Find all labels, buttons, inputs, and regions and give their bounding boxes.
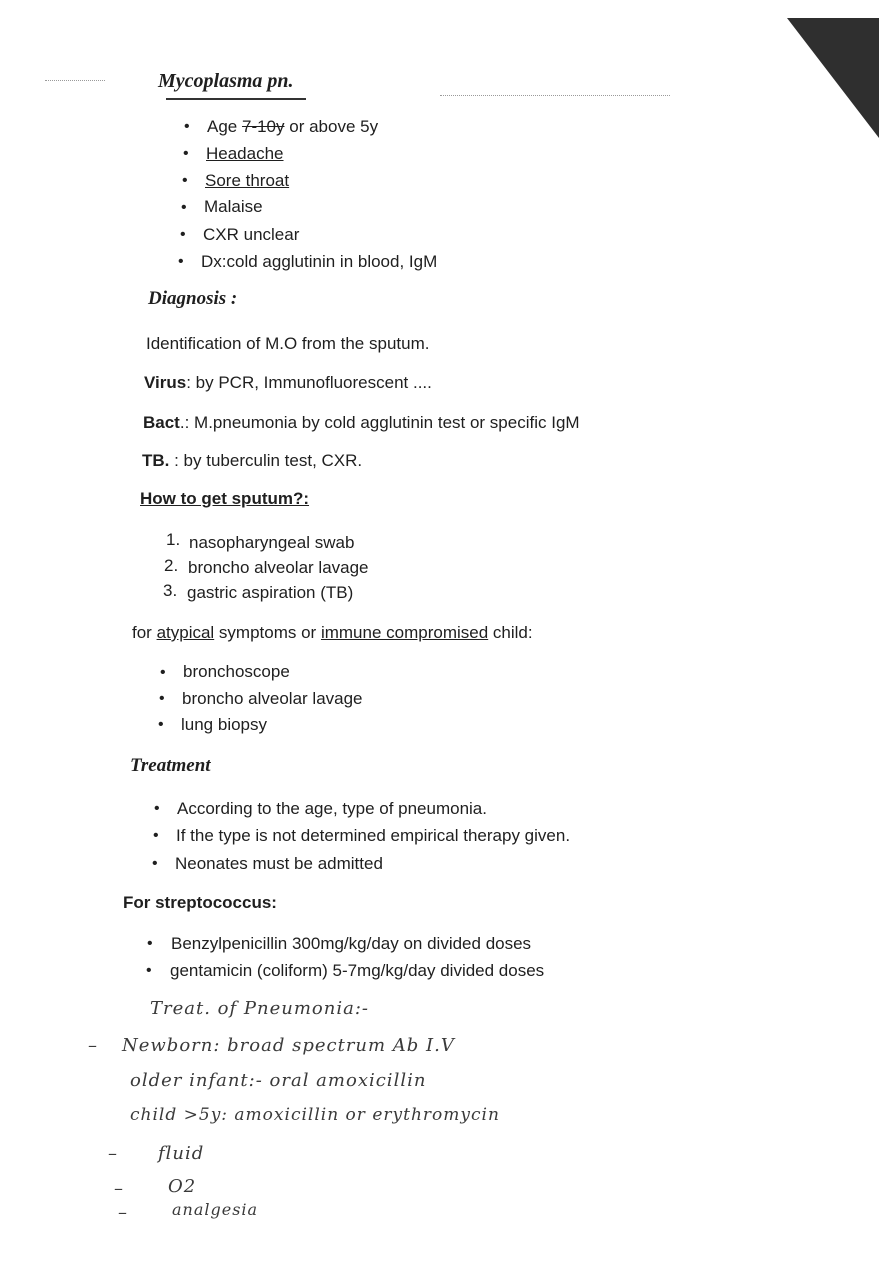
bullet: • bbox=[178, 253, 184, 270]
list-item: Benzylpenicillin 300mg/kg/day on divided doses bbox=[171, 934, 532, 953]
list-item: lung biopsy bbox=[181, 715, 268, 734]
treatment-heading: Treatment bbox=[130, 755, 211, 776]
list-item: Malaise bbox=[204, 197, 263, 216]
list-item: Sore throat bbox=[205, 171, 290, 190]
diagnosis-virus: Virus: by PCR, Immunofluorescent .... bbox=[144, 373, 432, 392]
bullet: • bbox=[154, 800, 160, 817]
handwritten-line: fluid bbox=[158, 1143, 205, 1164]
handwritten-line: O2 bbox=[168, 1176, 197, 1197]
handwritten-line: older infant:- oral amoxicillin bbox=[130, 1070, 427, 1091]
bullet: • bbox=[152, 855, 158, 872]
handwritten-title: Treat. of Pneumonia:- bbox=[150, 998, 369, 1019]
list-item: Age 7-10y or above 5y bbox=[207, 117, 379, 136]
handwritten-dash: – bbox=[108, 1143, 118, 1164]
handwritten-dash: – bbox=[114, 1178, 124, 1199]
list-item: CXR unclear bbox=[203, 225, 300, 244]
diagnosis-intro: Identification of M.O from the sputum. bbox=[146, 334, 430, 353]
diagnosis-heading: Diagnosis : bbox=[148, 288, 238, 309]
heading-underline bbox=[166, 98, 306, 100]
handwritten-dash: – bbox=[88, 1035, 98, 1056]
bullet: • bbox=[153, 827, 159, 844]
list-item: gastric aspiration (TB) bbox=[187, 583, 354, 602]
list-item: nasopharyngeal swab bbox=[189, 533, 355, 552]
list-item: If the type is not determined empirical therapy given. bbox=[176, 826, 571, 845]
bullet: • bbox=[147, 935, 153, 952]
list-item: broncho alveolar lavage bbox=[182, 689, 363, 708]
list-item: Neonates must be admitted bbox=[175, 854, 383, 873]
list-item: bronchoscope bbox=[183, 662, 290, 681]
handwritten-line: child >5y: amoxicillin or erythromycin bbox=[130, 1105, 500, 1125]
list-item-number: 3. bbox=[163, 581, 178, 600]
strep-heading: For streptococcus: bbox=[123, 893, 277, 912]
mycoplasma-heading: Mycoplasma pn. bbox=[158, 70, 294, 92]
scan-artifact-line bbox=[45, 80, 105, 81]
scan-artifact-line bbox=[440, 95, 670, 96]
handwritten-line: Newborn: broad spectrum Ab I.V bbox=[122, 1035, 455, 1056]
handwritten-line: analgesia bbox=[172, 1200, 259, 1219]
folded-corner-shadow bbox=[787, 18, 879, 138]
list-item-number: 1. bbox=[166, 530, 181, 549]
bullet: • bbox=[183, 145, 189, 162]
diagnosis-tb: TB. : by tuberculin test, CXR. bbox=[142, 451, 363, 470]
list-item: gentamicin (coliform) 5-7mg/kg/day divided doses bbox=[170, 961, 545, 980]
bullet: • bbox=[184, 118, 190, 135]
bullet: • bbox=[181, 199, 187, 216]
bullet: • bbox=[158, 716, 164, 733]
list-item: According to the age, type of pneumonia. bbox=[177, 799, 487, 818]
list-item-number: 2. bbox=[164, 556, 179, 575]
sputum-heading: How to get sputum?: bbox=[140, 489, 310, 508]
bullet: • bbox=[182, 172, 188, 189]
list-item: broncho alveolar lavage bbox=[188, 558, 369, 577]
bullet: • bbox=[180, 226, 186, 243]
bullet: • bbox=[159, 690, 165, 707]
list-item: Headache bbox=[206, 144, 284, 163]
atypical-line: for atypical symptoms or immune compromised child: bbox=[132, 623, 533, 642]
bullet: • bbox=[160, 664, 166, 681]
bullet: • bbox=[146, 962, 152, 979]
diagnosis-bact: Bact.: M.pneumonia by cold agglutinin test or specific IgM bbox=[143, 413, 580, 432]
handwritten-dash: – bbox=[118, 1202, 128, 1223]
list-item: Dx:cold agglutinin in blood, IgM bbox=[201, 252, 438, 271]
